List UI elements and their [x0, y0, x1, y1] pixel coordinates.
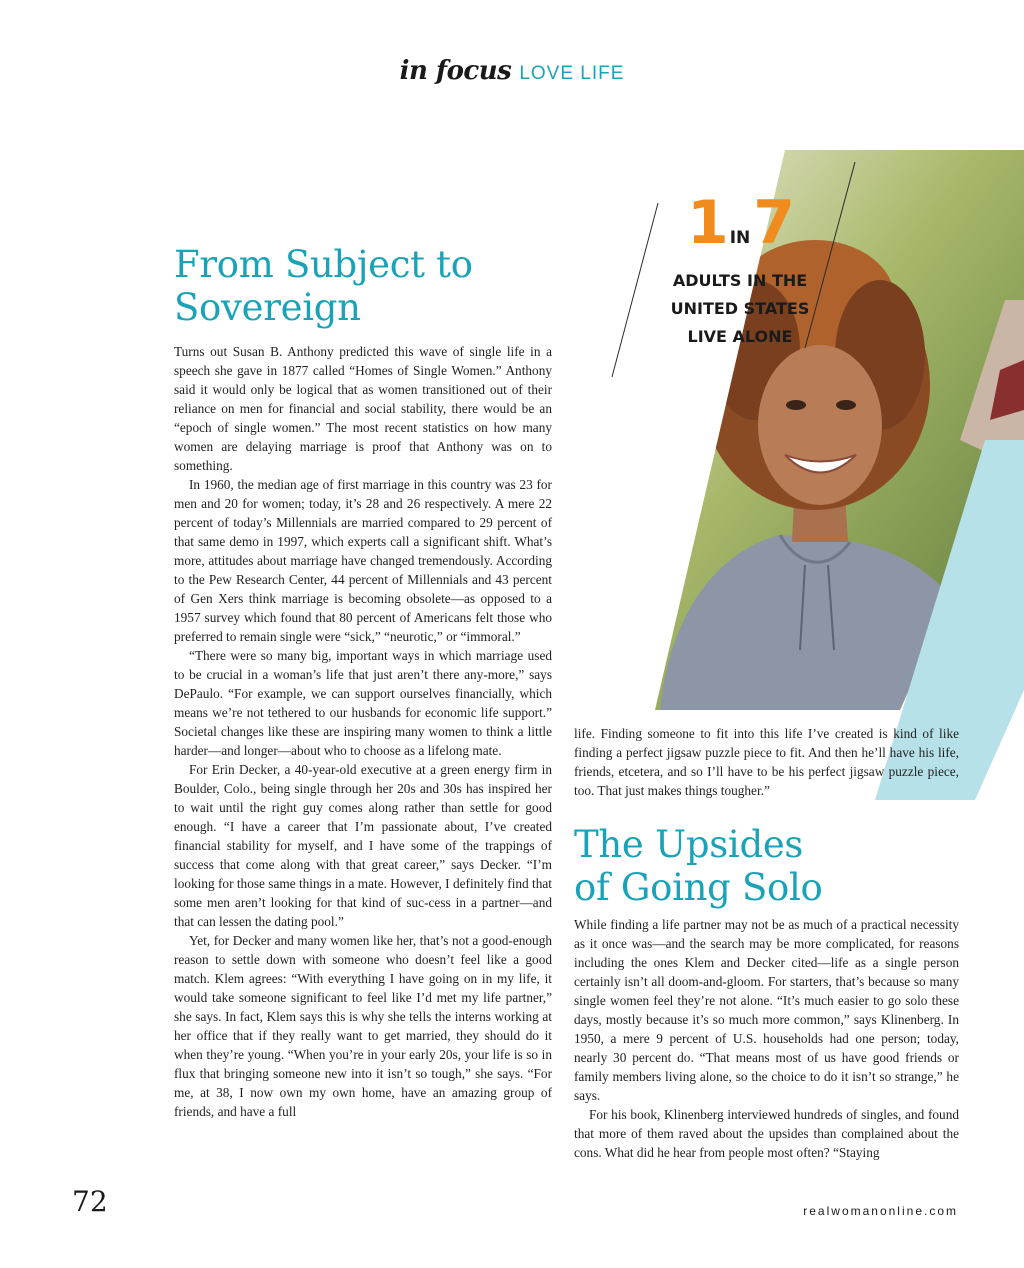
running-header: [0, 56, 1024, 86]
website-url: realwomanonline.com: [803, 1204, 958, 1218]
article-column-right-top: [574, 724, 959, 800]
stat-number-one: 1: [686, 188, 727, 258]
heading-line: From Subject to: [174, 243, 473, 286]
stat-number-seven: 7: [753, 188, 794, 258]
body-paragraph: “There were so many big, important ways in which marriage used to be crucial in a woman’s life that just aren’t there any-more,” says DePaulo. “For example, we can support ourselves financially, which means we’re not tethered to our husbands for economic life support.” Societal changes like these are inspiring many women to think a little harder—and longer—about who to choose as a lifelong mate.: [174, 648, 552, 758]
stat-caption-line-3: LIVE ALONE: [687, 327, 793, 346]
body-paragraph: While finding a life partner may not be as much of a practical necessity as it once was—and the search may be more complicated, for reasons including the ones Klem and Decker cited—life as a single person certainly isn’t all doom-and-gloom. For starters, that’s because so many single women feel they’re not alone. “It’s much easier to go solo these days, mostly because it’s so much more common,” says Klinenberg. In 1950, a mere 9 percent of U.S. households had one person; today, nearly 30 percent do. “That means most of us have good friends or family members living alone, so the choice to do it isn’t so strange,” he says.: [574, 917, 959, 1103]
stat-in: IN: [729, 228, 751, 248]
heading-line: of Going Solo: [574, 866, 823, 909]
body-paragraph: For Erin Decker, a 40-year-old executive at a green energy firm in Boulder, Colo., being single through her 20s and 30s has inspired her to wait until the right guy comes along rather than settle for good enough. “I have a career that I’m passionate about, I’ve created financial stability for myself, and I have some of the trappings of success that come along with that great career,” says Decker. “I’m looking for those same things in a mate. However, I definitely find that some men aren’t looking for that kind of suc-cess in a partner—and that can lessen the dating pool.”: [174, 762, 552, 929]
heading-line: The Upsides: [574, 823, 804, 866]
body-paragraph: Turns out Susan B. Anthony predicted this wave of single life in a speech she gave in 1877 called “Homes of Single Women.” Anthony said it would only be logical that as women transitioned out of their reliance on men for financial and social stability, there would be an “epoch of single women.” The most recent statistics on how many women are delaying marriage is proof that Anthony was on to something.: [174, 344, 552, 473]
section-heading-upsides-solo: [574, 823, 974, 909]
body-paragraph: life. Finding someone to fit into this life I’ve created is kind of like finding a perfect jigsaw puzzle piece to fit. And then he’ll have his life, friends, etcetera, and so I’ll have to be his perfect jigsaw puzzle piece, too. That just makes things tougher.”: [574, 726, 959, 798]
body-paragraph: For his book, Klinenberg interviewed hundreds of singles, and found that more of them raved about the upsides than complained about the cons. What did he hear from people most often? “Staying: [574, 1107, 959, 1160]
body-paragraph: In 1960, the median age of first marriage in this country was 23 for men and 20 for women; today, it’s 28 and 26 respectively. A mere 22 percent of today’s Millennials are married compared to 29 percent of that same demo in 1997, which experts call a significant shift. What’s more, attitudes about marriage have changed tremendously. According to the Pew Research Center, 44 percent of Millennials and 43 percent of Gen Xers think marriage is becoming obsolete—as opposed to a 1957 survey which found that 80 percent of Americans felt those who preferred to remain single were “sick,” “neurotic,” or “immoral.”: [174, 477, 552, 644]
body-paragraph: Yet, for Decker and many women like her, that’s not a good-enough reason to settle down with someone who doesn’t feel like a good match. Klem agrees: “With everything I have going on in my life, it would take someone significant to feel like I’d met my life partner,” she says. In fact, Klem says this is why she tells the interns working at her office that if they really want to get married, they should do it when they’re young. “When you’re in your early 20s, your life is so in flux that bringing someone new into it isn’t so tough,” she says. “For me, at 38, I now own my own home, have an amazing group of friends, and have a full: [174, 933, 552, 1119]
article-column-left: [174, 342, 552, 1121]
stat-caption-line-2: UNITED STATES: [670, 299, 810, 318]
section-label: LOVE LIFE: [519, 63, 625, 84]
page-number: 72: [72, 1185, 108, 1218]
stat-figure: [640, 188, 840, 266]
section-heading-subject-sovereign: [174, 243, 594, 329]
stat-callout: [640, 188, 840, 350]
heading-line: Sovereign: [174, 286, 361, 329]
magazine-section-brand: in focus: [399, 56, 512, 86]
stat-caption-line-1: ADULTS IN THE: [672, 271, 808, 290]
article-column-right-bottom: [574, 915, 959, 1162]
